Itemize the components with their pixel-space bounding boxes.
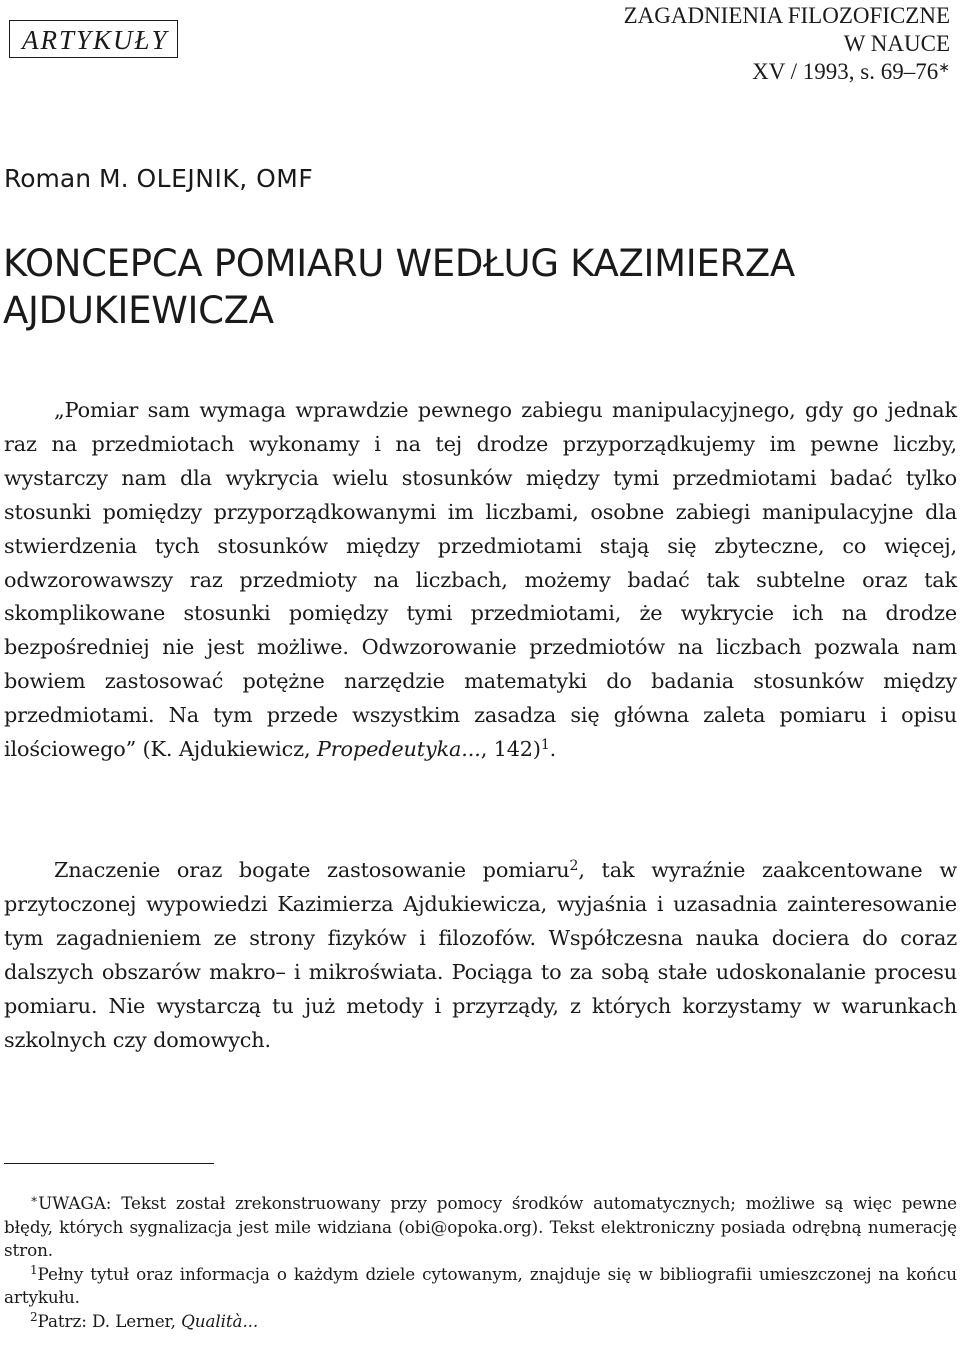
body-paragraph	[4, 854, 957, 1057]
footnote-2	[4, 1310, 957, 1334]
author-line	[4, 164, 313, 194]
journal-issue-line	[624, 58, 950, 86]
article-title: KONCEPCA POMIARU WEDŁUG KAZIMIERZA AJDUKIEWICZA	[3, 242, 795, 332]
quote-text: „Pomiar sam wymaga wprawdzie pewnego zabiegu manipulacyjnego, gdy go jednak raz na przedmiotach wykonamy i na tej drodze przyporządkujemy im pewne liczby, wystarczy nam dla wykrycia wielu stosunków między tymi przedmiotami badać tylko stosunki pomiędzy przyporządkowanymi im liczbami, osobne zabiegi manipulacyjne dla stwierdzenia tych stosunków między przedmiotami stają się zbyteczne, co więcej, odwzorowawszy raz przedmioty na liczbach, możemy badać tak subtelne oraz tak skomplikowane stosunki pomiędzy tymi przedmiotami, że wykrycie ich na drodze bezpośredniej nie jest możliwe. Odwzorowanie przedmiotów na liczbach pozwala nam bowiem zastosować potężne narzędzie matematyki do badania stosunków między przedmiotami. Na tym przede wszystkim zasadza się główna zaleta pomiaru i opisu ilościowego” (K. Ajdukiewicz,	[4, 398, 957, 762]
footnote-1-mark: 1	[30, 1262, 38, 1277]
footnote-ref-2: 2	[569, 858, 579, 874]
footnote-2-mark: 2	[30, 1309, 38, 1324]
journal-footnote-mark: ∗	[938, 61, 950, 76]
footnotes	[4, 1192, 957, 1334]
body-paragraph-text	[4, 854, 957, 1057]
footnote-star	[4, 1192, 957, 1263]
quote-paragraph	[4, 394, 957, 767]
journal-name-line2: W NAUCE	[843, 31, 950, 56]
section-label	[9, 20, 178, 58]
journal-issue-pages: XV / 1993, s. 69–76	[752, 59, 939, 84]
footnote-star-text: UWAGA: Tekst został zrekonstruowany przy pomocy środków automatycznych; możliwe są więc pewne błędy, których sygnalizacja jest mile widziana (obi@opoka.org). Tekst elektroniczny posiada odrębną numerację stron.	[4, 1193, 957, 1261]
journal-name-line1: ZAGADNIENIA FILOZOFICZNE	[623, 3, 950, 28]
footnote-2-text: Patrz: D. Lerner,	[37, 1310, 176, 1331]
quote-cited-page: , 142)	[480, 737, 541, 762]
journal-header	[624, 2, 950, 86]
paragraph-text-part2: , tak wyraźnie zaakcentowane w przytoczonej wypowiedzi Kazimierza Ajdukiewicza, wyjaśnia i uzasadnia zainteresowanie tym zagadnieniem ze strony fizyków i filozofów. Współczesna nauka dociera do coraz dalszych obszarów makro– i mikroświata. Pociąga to za sobą stałe udoskonalanie procesu pomiaru. Nie wystarczą tu już metody i przyrządy, z których korzystamy w warunkach szkolnych czy domowych.	[4, 858, 957, 1052]
author-surname: OLEJNIK, OMF	[136, 164, 314, 193]
paragraph-text-part1: Znaczenie oraz bogate zastosowanie pomiaru	[54, 858, 570, 882]
section-label-text: ARTYKUŁY	[22, 25, 169, 55]
footnote-2-cited-title: Qualità...	[181, 1310, 259, 1331]
footnote-1	[4, 1263, 957, 1310]
footnote-1-text: Pełny tytuł oraz informacja o każdym dziele cytowanym, znajduje się w bibliografii umieszczonej na końcu artykułu.	[4, 1263, 957, 1308]
footnote-ref-1: 1	[540, 737, 550, 754]
quote-cited-title: Propedeutyka...	[316, 737, 481, 762]
author-first-name: Roman M.	[4, 164, 129, 193]
footnote-separator	[4, 1163, 214, 1164]
epigraph-quote	[4, 394, 957, 767]
footnote-star-mark: ∗	[30, 1192, 39, 1206]
quote-end: .	[549, 737, 557, 762]
